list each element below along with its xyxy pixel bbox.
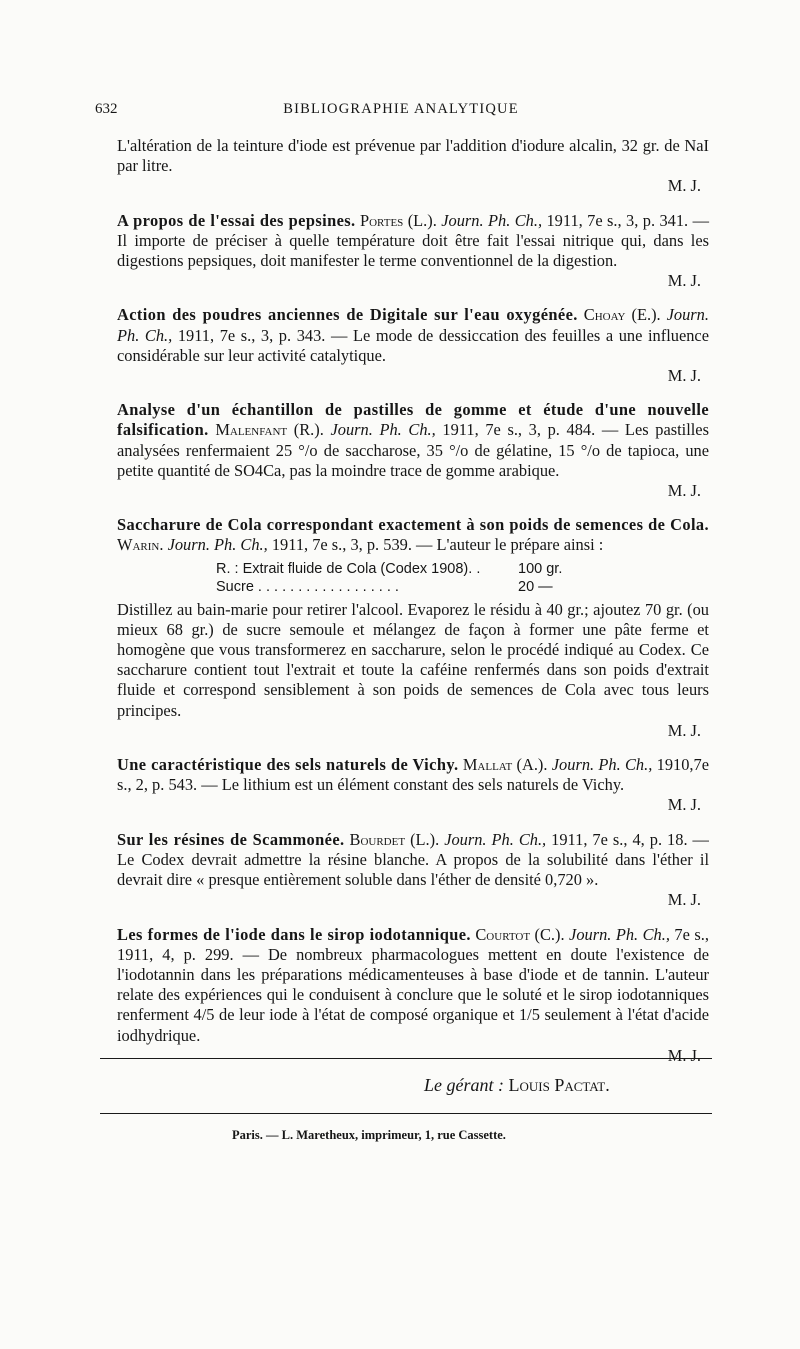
entry-author: Bourdet (349, 829, 406, 849)
entry-vichy (117, 755, 709, 816)
horizontal-rule (100, 1113, 712, 1114)
entry-author-initial: (C.). (534, 924, 565, 944)
signature: M. J. (667, 481, 701, 501)
recipe-quantity: 20 — (518, 578, 553, 595)
entry-text: — Le lithium est un élément constant des sels naturels de Vichy. (201, 775, 625, 795)
gerant-line (424, 1075, 610, 1096)
entry-journal: Journ. Ph. Ch., (444, 829, 547, 849)
entry-title: Les formes de l'iode dans le sirop iodotannique. (117, 924, 471, 944)
entry-author-initial: (L.). (407, 210, 437, 230)
recipe-row (216, 560, 709, 578)
entry-reference: 1911, 7e s., 3, p. 539. (271, 535, 412, 555)
entry-reference: 7e s., 1911, 4, p. 299. (117, 924, 709, 964)
entry-title: A propos de l'essai des pepsines. (117, 210, 356, 230)
gerant-label: Le gérant : (424, 1075, 504, 1095)
intro-paragraph (117, 136, 709, 197)
entry-text: — Le Codex devrait admettre la résine blanche. A propos de la solubilité dans l'éther il devrait dire « presque entièrement soluble dans l'éther de densité 0,720 ». (117, 829, 709, 890)
intro-text: L'altération de la teinture d'iode est prévenue par l'addition d'iodure alcalin, 32 gr. de NaI par litre. (117, 136, 709, 176)
entry-cola (117, 515, 709, 741)
entry-digitale (117, 305, 709, 386)
entry-journal: Journ. Ph. Ch., (117, 305, 709, 345)
entry-author: Courtot (475, 924, 531, 944)
entry-journal: Journ. Ph. Ch., (551, 755, 653, 775)
signature: M. J. (667, 176, 701, 196)
entry-author-initial: (A.). (516, 755, 548, 775)
entry-author: Mallat (462, 755, 513, 775)
entry-author: Choay (583, 305, 626, 325)
entry-title: Une caractéristique des sels naturels de Vichy. (117, 755, 459, 775)
entry-pepsines (117, 211, 709, 292)
entry-iodotannique (117, 925, 709, 1066)
entry-reference: 1911, 7e s., 3, p. 343. (177, 325, 326, 345)
header-title: BIBLIOGRAPHIE ANALYTIQUE (283, 101, 519, 117)
printer-footer: Paris. — L. Maretheux, imprimeur, 1, rue Cassette. (232, 1128, 506, 1142)
recipe-quantity: 100 gr. (518, 560, 563, 577)
entry-text: — L'auteur le prépare ainsi : (416, 535, 604, 555)
entry-journal: Journ. Ph. Ch., (167, 535, 268, 555)
entry-title: Saccharure de Cola correspondant exactement à son poids de semences de Cola. (117, 515, 709, 535)
entry-author: Portes (359, 210, 404, 230)
page-number: 632 (95, 101, 118, 117)
signature: M. J. (667, 890, 701, 910)
signature: M. J. (667, 720, 701, 740)
entry-reference: 1910,7e s., 2, p. 543. (117, 755, 709, 795)
entry-text: — De nombreux pharmacologues mettent en doute l'existence de l'iodotannin dans les préparations médicamenteuses à base d'iode et de tannin. L'auteur relate des expériences qui le conduisent à conclure que le soluté et le sirop iodotanniques renferment 4/5 de leur iode à l'état de composé organique et 1/5 seulement à l'état d'acide iodhydrique. (117, 944, 709, 1045)
horizontal-rule (100, 1058, 712, 1059)
entry-text: — Il importe de préciser à quelle température doit être fait l'essai nitrique qui, dans les digestions pepsiques, doit manifester le terme conventionnel de la digestion. (117, 210, 709, 271)
entry-title: Action des poudres anciennes de Digitale sur l'eau oxygénée. (117, 305, 578, 325)
entry-title: Sur les résines de Scammonée. (117, 829, 345, 849)
recipe-label: R. : Extrait fluide de Cola (Codex 1908). . (216, 560, 481, 577)
recipe-table (216, 560, 709, 596)
entry-title: Analyse d'un échantillon de pastilles de gomme et étude d'une nouvelle falsification. (117, 400, 709, 440)
entry-reference: 1911, 7e s., 3, p. 484. (442, 420, 596, 440)
entry-author-initial: (L.). (410, 829, 440, 849)
signature: M. J. (667, 271, 701, 291)
signature: M. J. (667, 1045, 701, 1065)
entry-pastilles (117, 400, 709, 501)
recipe-row (216, 578, 709, 596)
entry-journal: Journ. Ph. Ch., (569, 924, 670, 944)
entry-reference: 1911, 7e s., 4, p. 18. (551, 829, 688, 849)
entry-author: Warin. (117, 535, 164, 555)
entry-text: — Les pastilles analysées renfermaient 25 °/o de saccharose, 35 °/o de gélatine, 15 °/o de tapioca, une petite quantité de SO4Ca, pas la moindre trace de gomme arabique. (117, 420, 709, 480)
entry-text-continued: Distillez au bain-marie pour retirer l'alcool. Evaporez le résidu à 40 gr.; ajoutez 70 gr. (ou mieux 68 gr.) de sucre semoule et mélangez de façon à former une pâte ferme et homogène que vous transformerez en saccharure, selon le procédé indiqué au Codex. Ce saccharure contient tout l'extrait et toute la caféine renfermés dans son poids d'extrait fluide et correspond sensiblement à son poids de semences de Cola avec tous leurs principes. (117, 599, 709, 720)
gerant-name: Louis Pactat. (508, 1075, 610, 1095)
entry-text: — Le mode de dessiccation des feuilles a une influence considérable sur leur activité catalytique. (117, 325, 709, 365)
running-header (95, 101, 707, 125)
entry-author-initial: (E.). (631, 305, 661, 325)
recipe-label: Sucre . . . . . . . . . . . . . . . . . . (216, 578, 399, 595)
entry-journal: Journ. Ph. Ch., (330, 420, 436, 440)
entry-scammonee (117, 830, 709, 911)
signature: M. J. (667, 366, 701, 386)
entry-reference: 1911, 7e s., 3, p. 341. (546, 210, 689, 230)
entry-journal: Journ. Ph. Ch., (441, 210, 543, 230)
entry-author-initial: (R.). (293, 420, 324, 440)
article-body (117, 136, 709, 1080)
entry-author: Malenfant (215, 420, 288, 440)
signature: M. J. (667, 795, 701, 815)
